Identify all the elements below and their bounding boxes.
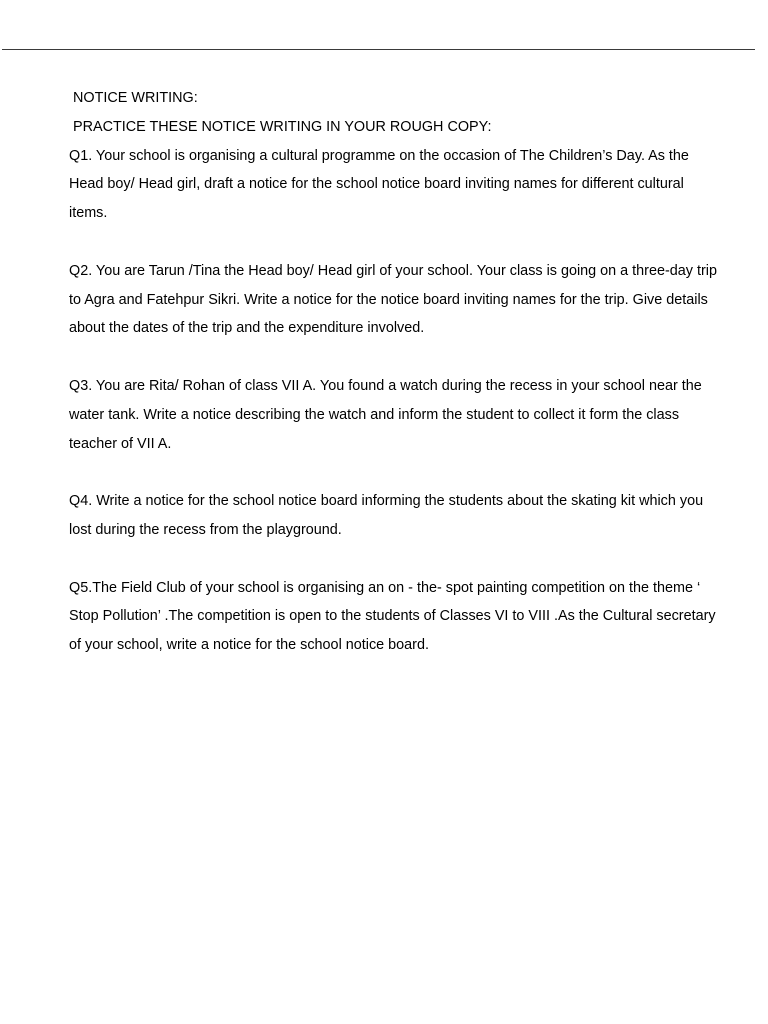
question-5: Q5.The Field Club of your school is organising an on - the- spot painting competition on the theme ‘ Stop Pollution’ .The competition is open to the students of Classes VI to VIII .As the Cultural secretary of your school, write a notice for the school notice board.: [69, 579, 716, 654]
top-divider-line: [2, 49, 755, 50]
document-heading: NOTICE WRITING:: [73, 90, 198, 106]
question-3: Q3. You are Rita/ Rohan of class VII A. You found a watch during the recess in your school near the water tank. Write a notice describing the watch and inform the student to collect it form the class teacher of VII A.: [69, 377, 702, 452]
question-4: Q4. Write a notice for the school notice board informing the students about the skating kit which you lost during the recess from the playground.: [69, 493, 704, 538]
question-1: Q1. Your school is organising a cultural programme on the occasion of The Children’s Day. As the Head boy/ Head girl, draft a notice for the school notice board inviting names for different cultural items.: [69, 147, 689, 222]
document-instruction: PRACTICE THESE NOTICE WRITING IN YOUR ROUGH COPY:: [73, 118, 492, 135]
question-2: Q2. You are Tarun /Tina the Head boy/ Head girl of your school. Your class is going on a three-day trip to Agra and Fatehpur Sikri. Write a notice for the notice board inviting names for the trip. Give details about the dates of the trip and the expenditure involved.: [69, 262, 717, 337]
document-body: [69, 84, 719, 689]
